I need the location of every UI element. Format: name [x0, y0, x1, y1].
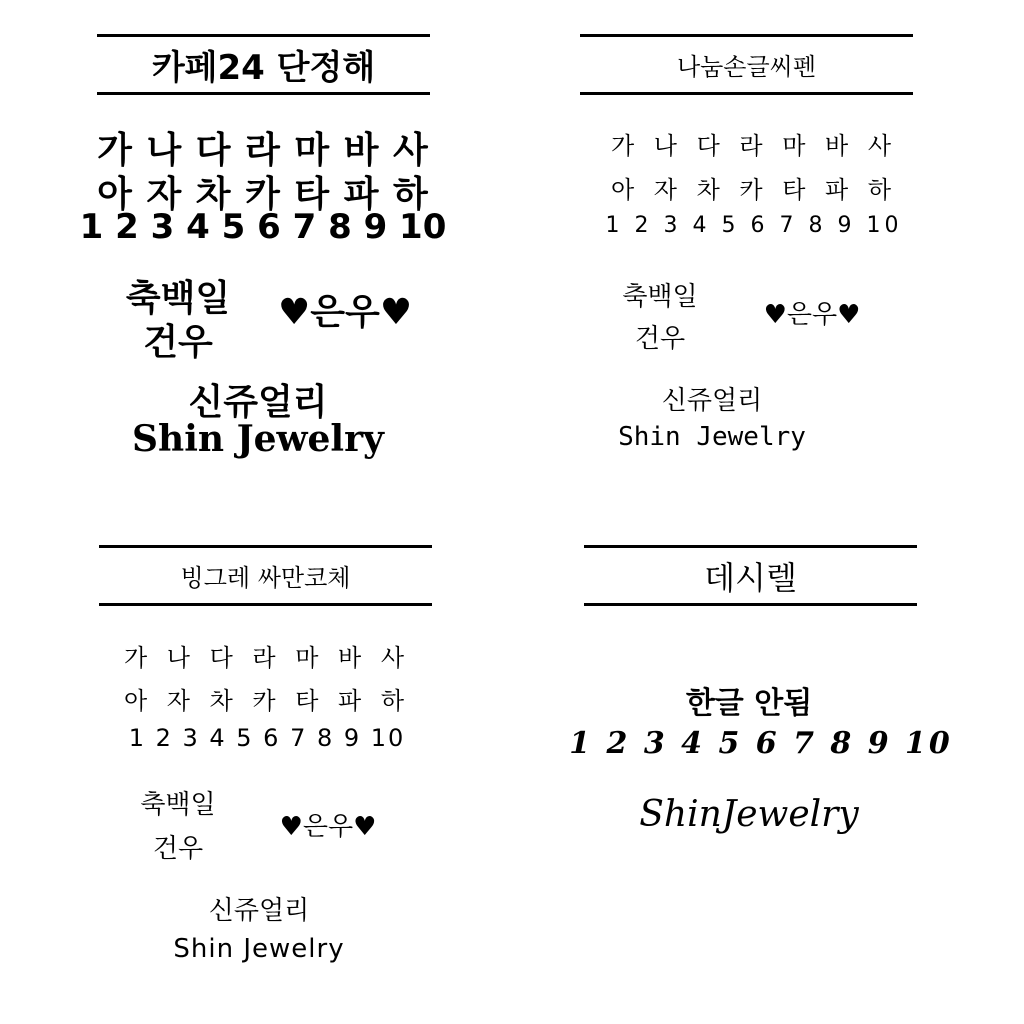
font-panel-binggrae-samanco — [0, 512, 512, 1024]
font-panel-nanum-pen — [512, 0, 1024, 512]
brand-name-english: ShinJewelry — [639, 794, 859, 835]
sample-phrase-line-2: 건우 — [634, 324, 686, 354]
brand-name-korean: 신쥬얼리 — [661, 386, 763, 416]
heart-name-sample: ♥은우♥ — [763, 300, 861, 330]
font-panel-desirel — [512, 512, 1024, 1024]
digit-sample-row: 1 2 3 4 5 6 7 8 9 10 — [605, 213, 903, 238]
brand-name-english: Shin Jewelry — [173, 934, 345, 964]
hangul-sample-row-1: 가 나 다 라 마 바 사 — [97, 130, 429, 171]
sample-phrase-line-1: 축백일 — [622, 282, 698, 312]
font-name: 빙그레 싸만코체 — [180, 564, 351, 592]
brand-name-korean: 신쥬얼리 — [208, 896, 310, 926]
font-name-banner — [584, 545, 917, 606]
hangul-sample-row-2: 아 자 차 카 타 파 하 — [97, 174, 429, 215]
hangul-sample-row-1: 가 나 다 라 마 바 사 — [123, 644, 411, 672]
font-name-banner — [99, 545, 432, 606]
brand-name-english: Shin Jewelry — [618, 422, 806, 452]
brand-name-english: Shin Jewelry — [132, 418, 384, 460]
sample-phrase-line-1: 축백일 — [140, 790, 216, 820]
sample-phrase-line-1: 축백일 — [125, 278, 231, 319]
font-name: 데시렐 — [704, 558, 797, 597]
sample-phrase-line-2: 건우 — [152, 834, 204, 864]
brand-name-korean: 신쥬얼리 — [188, 382, 328, 423]
heart-name-sample: ♥은우♥ — [278, 292, 413, 333]
digit-sample-row: 1 2 3 4 5 6 7 8 9 10 — [128, 724, 406, 752]
hangul-sample-row-1: 가 나 다 라 마 바 사 — [610, 132, 898, 160]
font-name: 나눔손글씨펜 — [676, 53, 817, 81]
font-panel-cafe24 — [0, 0, 512, 512]
sample-phrase-line-2: 건우 — [143, 322, 213, 363]
no-hangul-note: 한글 안됨 — [685, 686, 813, 721]
digit-sample-row: 1 2 3 4 5 6 7 8 9 10 — [569, 726, 953, 761]
font-name-banner — [97, 34, 430, 95]
hangul-sample-row-2: 아 자 차 카 타 파 하 — [123, 687, 411, 715]
font-name: 카페24 단정해 — [151, 48, 376, 88]
digit-sample-row: 1 2 3 4 5 6 7 8 9 10 — [79, 207, 447, 247]
hangul-sample-row-2: 아 자 차 카 타 파 하 — [610, 176, 898, 204]
font-name-banner — [580, 34, 913, 95]
heart-name-sample: ♥은우♥ — [279, 812, 377, 842]
